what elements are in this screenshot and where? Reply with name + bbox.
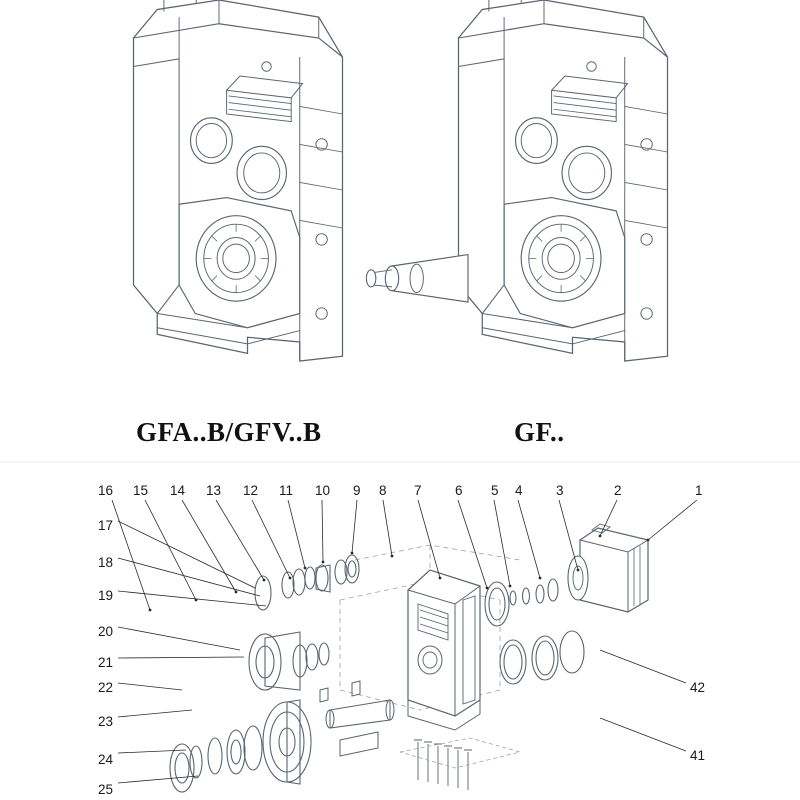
callout-number-2: 2 [614,483,622,498]
callout-number-15: 15 [133,483,149,498]
gearbox-view-left [134,0,343,361]
callout-number-3: 3 [556,483,564,498]
callout-number-1: 1 [695,483,703,498]
pinion-shaft-part [249,632,329,690]
callout-number-8: 8 [379,483,387,498]
leader-lines-right [600,650,686,751]
callout-number-7: 7 [414,483,422,498]
gearbox-view-right [366,0,667,361]
callout-number-4: 4 [515,483,523,498]
callout-number-9: 9 [353,483,361,498]
exploded-assembly [112,500,697,792]
motor-adapter-part [568,524,648,612]
caption-gfa-gfv: GFA..B/GFV..B [136,417,322,447]
gear-housing-part [408,570,480,730]
callout-number-17: 17 [98,518,114,533]
callout-number-41: 41 [690,748,706,763]
callout-number-5: 5 [491,483,499,498]
callout-number-18: 18 [98,555,114,570]
callout-number-42: 42 [690,680,706,695]
bearing-cluster-upper [255,555,359,610]
callout-number-12: 12 [243,483,259,498]
ring-set-lower-right [500,631,584,684]
callout-number-25: 25 [98,782,114,797]
callout-number-19: 19 [98,588,114,603]
callout-number-20: 20 [98,624,114,639]
callout-number-22: 22 [98,680,114,695]
callout-number-6: 6 [455,483,463,498]
caption-gf: GF.. [514,417,565,447]
ring-set-right [485,579,558,626]
output-gear-part [170,700,311,792]
callout-number-24: 24 [98,752,114,767]
callout-number-21: 21 [98,655,114,670]
callout-number-23: 23 [98,714,114,729]
callout-number-16: 16 [98,483,114,498]
callout-number-14: 14 [170,483,186,498]
output-shaft [366,255,468,303]
callout-number-13: 13 [206,483,222,498]
callout-number-10: 10 [315,483,331,498]
callout-number-11: 11 [279,483,294,498]
shaft-parts-center [320,681,394,756]
